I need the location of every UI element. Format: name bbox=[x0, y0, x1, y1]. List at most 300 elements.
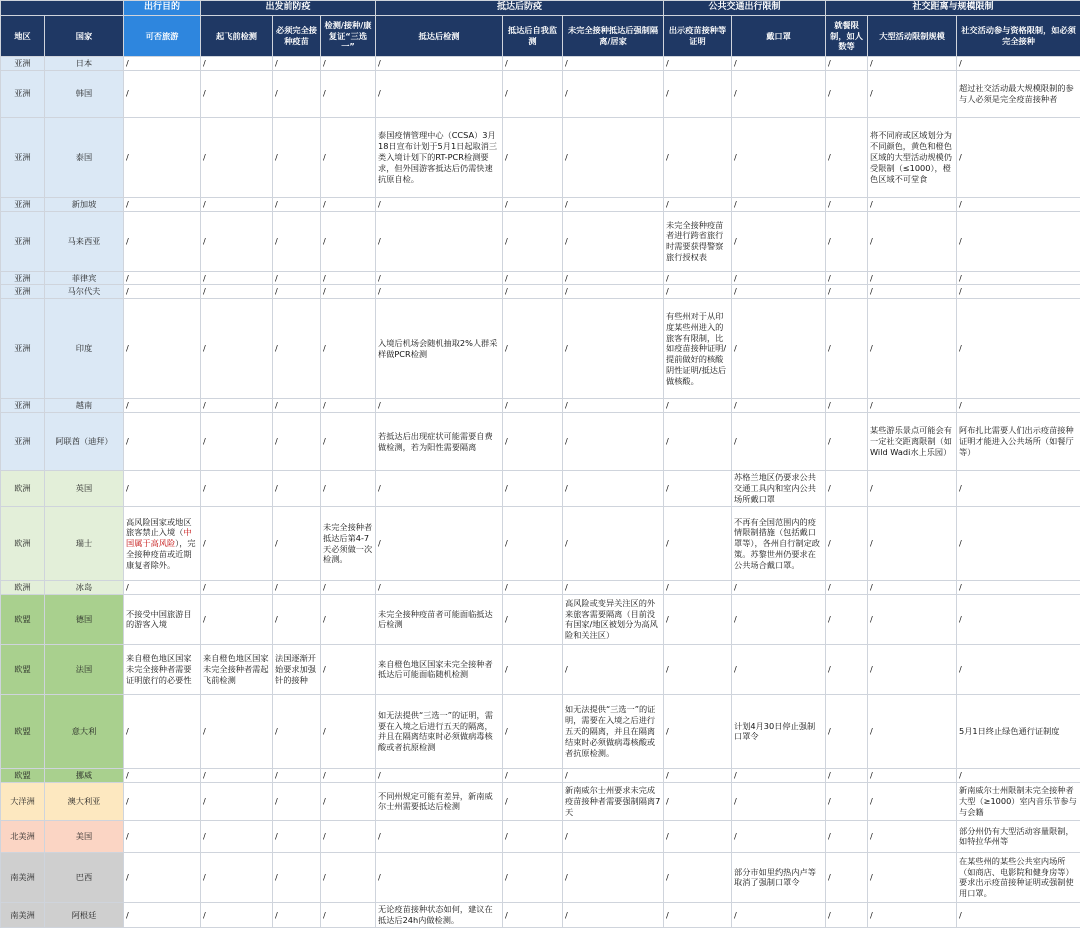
policy-cell: / bbox=[321, 57, 376, 71]
policy-cell: / bbox=[124, 399, 201, 413]
policy-cell: / bbox=[321, 902, 376, 927]
policy-cell: / bbox=[563, 197, 664, 211]
table-row bbox=[1, 594, 1080, 644]
table-row bbox=[1, 852, 1080, 902]
policy-cell: 不同州规定可能有差异，新南威尔士州需要抵达后检测 bbox=[376, 782, 503, 820]
header-group-transport: 公共交通出行限制 bbox=[664, 1, 826, 16]
table-row bbox=[1, 581, 1080, 595]
country-cell: 泰国 bbox=[45, 117, 124, 197]
policy-cell: / bbox=[664, 285, 732, 299]
policy-cell: / bbox=[273, 70, 321, 117]
policy-cell: / bbox=[201, 271, 273, 285]
policy-cell: / bbox=[503, 285, 563, 299]
policy-cell: / bbox=[826, 644, 868, 694]
policy-cell: / bbox=[321, 117, 376, 197]
table-row bbox=[1, 399, 1080, 413]
policy-cell: / bbox=[732, 902, 826, 927]
policy-cell: / bbox=[957, 117, 1080, 197]
policy-cell: / bbox=[563, 581, 664, 595]
col-header-quarantine: 未完全接种抵达后强制隔离/居家 bbox=[563, 16, 664, 57]
policy-cell: / bbox=[321, 399, 376, 413]
policy-cell: / bbox=[957, 902, 1080, 927]
policy-cell: / bbox=[321, 782, 376, 820]
policy-cell: / bbox=[376, 507, 503, 581]
policy-cell: / bbox=[503, 57, 563, 71]
policy-cell: / bbox=[664, 782, 732, 820]
policy-cell: / bbox=[273, 581, 321, 595]
policy-cell: / bbox=[868, 694, 957, 768]
policy-cell: / bbox=[273, 768, 321, 782]
policy-cell: / bbox=[201, 768, 273, 782]
policy-cell: / bbox=[321, 471, 376, 507]
policy-cell: / bbox=[124, 768, 201, 782]
table-row bbox=[1, 471, 1080, 507]
policy-cell: / bbox=[321, 768, 376, 782]
region-cell: 亚洲 bbox=[1, 299, 45, 399]
policy-cell: / bbox=[826, 768, 868, 782]
region-cell: 欧盟 bbox=[1, 644, 45, 694]
col-header-dining: 就餐限制，如人数等 bbox=[826, 16, 868, 57]
table-row bbox=[1, 782, 1080, 820]
policy-cell: / bbox=[201, 117, 273, 197]
policy-cell: / bbox=[868, 70, 957, 117]
policy-cell: / bbox=[868, 299, 957, 399]
table-row bbox=[1, 117, 1080, 197]
policy-cell: / bbox=[957, 197, 1080, 211]
policy-cell: / bbox=[124, 902, 201, 927]
policy-cell: / bbox=[957, 507, 1080, 581]
policy-cell: / bbox=[664, 581, 732, 595]
policy-cell: / bbox=[826, 694, 868, 768]
col-header-full-vaccination: 必须完全接种疫苗 bbox=[273, 16, 321, 57]
policy-cell: / bbox=[124, 299, 201, 399]
policy-cell: / bbox=[563, 507, 664, 581]
policy-cell: / bbox=[826, 820, 868, 852]
policy-cell: / bbox=[957, 299, 1080, 399]
country-cell: 巴西 bbox=[45, 852, 124, 902]
policy-cell: 有些州对于从印度某些州进入的旅客有限制，比如疫苗接种证明/提前做好的核酸阴性证明/抵达后做核酸。 bbox=[664, 299, 732, 399]
policy-cell: / bbox=[273, 285, 321, 299]
policy-cell: / bbox=[124, 581, 201, 595]
policy-cell: / bbox=[826, 507, 868, 581]
policy-cell: / bbox=[664, 117, 732, 197]
region-cell: 北美洲 bbox=[1, 820, 45, 852]
country-cell: 美国 bbox=[45, 820, 124, 852]
policy-cell: / bbox=[201, 902, 273, 927]
policy-cell: / bbox=[868, 471, 957, 507]
policy-cell: / bbox=[503, 594, 563, 644]
policy-cell: / bbox=[124, 197, 201, 211]
policy-cell: / bbox=[321, 211, 376, 271]
policy-cell: / bbox=[503, 413, 563, 471]
policy-cell: / bbox=[503, 852, 563, 902]
policy-cell: / bbox=[868, 285, 957, 299]
policy-cell: / bbox=[563, 271, 664, 285]
policy-cell: / bbox=[201, 471, 273, 507]
policy-cell: / bbox=[664, 902, 732, 927]
table-row bbox=[1, 271, 1080, 285]
policy-cell: 来自橙色地区国家未完全接种者需要证明旅行的必要性 bbox=[124, 644, 201, 694]
country-cell: 印度 bbox=[45, 299, 124, 399]
policy-cell: / bbox=[957, 471, 1080, 507]
col-header-can-travel[interactable]: 可否旅游 bbox=[124, 16, 201, 57]
policy-cell: / bbox=[664, 399, 732, 413]
policy-cell: / bbox=[503, 768, 563, 782]
policy-cell: / bbox=[868, 594, 957, 644]
policy-cell: / bbox=[732, 399, 826, 413]
policy-cell: / bbox=[664, 768, 732, 782]
policy-cell: / bbox=[957, 581, 1080, 595]
country-cell: 马尔代夫 bbox=[45, 285, 124, 299]
table-row bbox=[1, 197, 1080, 211]
region-cell: 大洋洲 bbox=[1, 782, 45, 820]
policy-cell: 来自橙色地区国家未完全接种者抵达后可能面临随机检测 bbox=[376, 644, 503, 694]
table-row bbox=[1, 902, 1080, 927]
policy-cell: / bbox=[957, 57, 1080, 71]
policy-cell: / bbox=[732, 285, 826, 299]
policy-cell: / bbox=[503, 70, 563, 117]
policy-cell: / bbox=[732, 70, 826, 117]
policy-cell: / bbox=[563, 299, 664, 399]
header-group-social-distance: 社交距离与规模限制 bbox=[826, 1, 1080, 16]
policy-cell: / bbox=[957, 768, 1080, 782]
region-cell: 亚洲 bbox=[1, 211, 45, 271]
policy-cell: / bbox=[664, 197, 732, 211]
policy-cell: / bbox=[732, 820, 826, 852]
policy-cell: / bbox=[124, 694, 201, 768]
policy-cell: / bbox=[321, 413, 376, 471]
policy-cell: / bbox=[732, 644, 826, 694]
country-cell: 德国 bbox=[45, 594, 124, 644]
col-header-self-monitor: 抵达后自我监测 bbox=[503, 16, 563, 57]
policy-cell: / bbox=[201, 70, 273, 117]
policy-cell: 未完全接种者抵达后第4-7天必须做一次检测。 bbox=[321, 507, 376, 581]
country-cell: 马来西亚 bbox=[45, 211, 124, 271]
policy-cell: / bbox=[868, 852, 957, 902]
policy-cell: / bbox=[273, 57, 321, 71]
policy-cell: 将不同府或区域划分为不同颜色，黄色和橙色区域的大型活动规模仍受限制（≤1000），橙色区域不可堂食 bbox=[868, 117, 957, 197]
policy-cell: / bbox=[732, 211, 826, 271]
policy-cell: 无论疫苗接种状态如何，建议在抵达后24h内做检测。 bbox=[376, 902, 503, 927]
table-body bbox=[1, 57, 1080, 928]
policy-cell: / bbox=[503, 211, 563, 271]
policy-cell: / bbox=[732, 782, 826, 820]
policy-cell: / bbox=[664, 413, 732, 471]
table-row bbox=[1, 694, 1080, 768]
table-row bbox=[1, 507, 1080, 581]
policy-cell: / bbox=[321, 285, 376, 299]
policy-cell: / bbox=[563, 285, 664, 299]
policy-cell: / bbox=[201, 57, 273, 71]
header-group-row bbox=[1, 1, 1080, 16]
region-cell: 南美洲 bbox=[1, 902, 45, 927]
region-cell: 亚洲 bbox=[1, 57, 45, 71]
region-cell: 亚洲 bbox=[1, 271, 45, 285]
policy-cell: / bbox=[664, 471, 732, 507]
header-group-post-arrival: 抵达后防疫 bbox=[376, 1, 664, 16]
policy-cell: / bbox=[868, 57, 957, 71]
policy-cell: / bbox=[124, 782, 201, 820]
policy-cell: / bbox=[503, 820, 563, 852]
region-cell: 欧盟 bbox=[1, 594, 45, 644]
policy-cell: / bbox=[376, 820, 503, 852]
policy-cell: / bbox=[273, 594, 321, 644]
policy-cell: 法国逐渐开始要求加强针的接种 bbox=[273, 644, 321, 694]
policy-cell: / bbox=[376, 197, 503, 211]
region-cell: 亚洲 bbox=[1, 399, 45, 413]
policy-cell: / bbox=[868, 820, 957, 852]
policy-cell: / bbox=[503, 581, 563, 595]
policy-cell: / bbox=[503, 644, 563, 694]
policy-cell: / bbox=[201, 820, 273, 852]
policy-cell: / bbox=[563, 902, 664, 927]
region-cell: 南美洲 bbox=[1, 852, 45, 902]
region-cell: 亚洲 bbox=[1, 197, 45, 211]
policy-cell: / bbox=[563, 644, 664, 694]
policy-cell: / bbox=[321, 299, 376, 399]
table-row bbox=[1, 285, 1080, 299]
policy-cell: / bbox=[124, 271, 201, 285]
policy-cell: / bbox=[868, 271, 957, 285]
header-column-row bbox=[1, 16, 1080, 57]
region-cell: 亚洲 bbox=[1, 70, 45, 117]
country-cell: 意大利 bbox=[45, 694, 124, 768]
policy-cell: / bbox=[376, 57, 503, 71]
country-cell: 日本 bbox=[45, 57, 124, 71]
policy-cell: 部分州仍有大型活动容量限制，如特拉华州等 bbox=[957, 820, 1080, 852]
policy-cell: 不再有全国范围内的疫情限制措施（包括戴口罩等），各州自行制定政策。苏黎世州仍要求在公共场合戴口罩。 bbox=[732, 507, 826, 581]
policy-cell: / bbox=[826, 413, 868, 471]
table-row bbox=[1, 820, 1080, 852]
high-risk-highlight: 中国属于高风险 bbox=[126, 527, 192, 549]
policy-cell: / bbox=[732, 581, 826, 595]
table-row bbox=[1, 299, 1080, 399]
policy-cell: / bbox=[321, 820, 376, 852]
col-header-social-eligibility: 社交活动参与资格限制，如必须完全接种 bbox=[957, 16, 1080, 57]
policy-cell: / bbox=[826, 594, 868, 644]
policy-cell: / bbox=[124, 117, 201, 197]
region-cell: 亚洲 bbox=[1, 117, 45, 197]
policy-cell: / bbox=[664, 70, 732, 117]
policy-cell: / bbox=[273, 271, 321, 285]
policy-cell: / bbox=[664, 271, 732, 285]
country-cell: 挪威 bbox=[45, 768, 124, 782]
policy-cell: / bbox=[273, 413, 321, 471]
policy-cell: 如无法提供“三选一”的证明，需要在入境之后进行五天的隔离，并且在隔离结束时必须做病毒核酸或者抗原检测 bbox=[376, 694, 503, 768]
region-cell: 欧洲 bbox=[1, 581, 45, 595]
policy-cell: / bbox=[376, 768, 503, 782]
policy-cell: / bbox=[273, 197, 321, 211]
policy-cell: / bbox=[321, 581, 376, 595]
policy-cell: / bbox=[273, 694, 321, 768]
policy-cell: / bbox=[664, 507, 732, 581]
table-row bbox=[1, 413, 1080, 471]
policy-cell: 高风险或变异关注区的外来旅客需要隔离（目前没有国家/地区被划分为高风险和关注区） bbox=[563, 594, 664, 644]
policy-cell: / bbox=[321, 271, 376, 285]
policy-cell: / bbox=[376, 211, 503, 271]
policy-cell: / bbox=[201, 299, 273, 399]
policy-cell: / bbox=[503, 117, 563, 197]
policy-cell: / bbox=[957, 271, 1080, 285]
policy-cell: / bbox=[732, 768, 826, 782]
policy-cell: / bbox=[503, 271, 563, 285]
policy-cell: / bbox=[124, 285, 201, 299]
policy-cell: / bbox=[957, 399, 1080, 413]
policy-cell: / bbox=[201, 399, 273, 413]
col-header-mask: 戴口罩 bbox=[732, 16, 826, 57]
policy-cell: / bbox=[826, 211, 868, 271]
col-header-country: 国家 bbox=[45, 16, 124, 57]
policy-cell: / bbox=[868, 644, 957, 694]
policy-cell: 苏格兰地区仍要求公共交通工具内和室内公共场所戴口罩 bbox=[732, 471, 826, 507]
policy-cell: / bbox=[826, 271, 868, 285]
policy-cell: / bbox=[321, 694, 376, 768]
policy-cell: / bbox=[563, 413, 664, 471]
policy-cell: / bbox=[957, 594, 1080, 644]
policy-cell: 高风险国家或地区旅客禁止入境（中国属于高风险），完全接种疫苗或近期康复者除外。 bbox=[124, 507, 201, 581]
policy-cell: / bbox=[124, 852, 201, 902]
policy-cell: / bbox=[321, 594, 376, 644]
country-cell: 英国 bbox=[45, 471, 124, 507]
policy-cell: / bbox=[664, 57, 732, 71]
policy-cell: 泰国疫情管理中心（CCSA）3月18日宣布计划于5月1日起取消三类入境计划下的RT-PCR检测要求，但外国游客抵达后仍需快速抗原自检。 bbox=[376, 117, 503, 197]
policy-cell: / bbox=[826, 902, 868, 927]
policy-cell: / bbox=[273, 299, 321, 399]
policy-cell: / bbox=[664, 594, 732, 644]
policy-cell: / bbox=[826, 852, 868, 902]
policy-cell: 部分市如里约热内卢等取消了强制口罩令 bbox=[732, 852, 826, 902]
policy-cell: / bbox=[376, 471, 503, 507]
policy-cell: 阿布扎比需要人们出示疫苗接种证明才能进入公共场所（如餐厅等） bbox=[957, 413, 1080, 471]
policy-cell: / bbox=[201, 197, 273, 211]
table-row bbox=[1, 768, 1080, 782]
policy-cell: / bbox=[321, 644, 376, 694]
policy-cell: / bbox=[321, 70, 376, 117]
policy-cell: / bbox=[273, 820, 321, 852]
policy-cell: / bbox=[664, 694, 732, 768]
table-row bbox=[1, 57, 1080, 71]
policy-cell: / bbox=[664, 820, 732, 852]
policy-cell: / bbox=[563, 820, 664, 852]
policy-cell: / bbox=[201, 413, 273, 471]
col-header-pre-flight-test: 起飞前检测 bbox=[201, 16, 273, 57]
policy-cell: / bbox=[376, 399, 503, 413]
policy-cell: 不接受中国旅游目的游客入境 bbox=[124, 594, 201, 644]
policy-cell: / bbox=[826, 471, 868, 507]
policy-cell: / bbox=[124, 471, 201, 507]
country-cell: 菲律宾 bbox=[45, 271, 124, 285]
policy-cell: / bbox=[826, 117, 868, 197]
policy-cell: / bbox=[503, 471, 563, 507]
policy-cell: / bbox=[732, 299, 826, 399]
policy-cell: / bbox=[563, 70, 664, 117]
policy-cell: / bbox=[826, 581, 868, 595]
policy-cell: / bbox=[124, 70, 201, 117]
header-group-travel-purpose: 出行目的 bbox=[124, 1, 201, 16]
policy-cell: / bbox=[563, 117, 664, 197]
col-header-vaccine-proof: 出示疫苗接种等证明 bbox=[664, 16, 732, 57]
policy-cell: / bbox=[124, 211, 201, 271]
policy-cell: / bbox=[273, 117, 321, 197]
policy-cell: / bbox=[273, 902, 321, 927]
policy-cell: / bbox=[376, 70, 503, 117]
policy-cell: / bbox=[826, 57, 868, 71]
policy-cell: 某些游乐景点可能会有一定社交距离限制（如Wild Wadi水上乐园） bbox=[868, 413, 957, 471]
region-cell: 亚洲 bbox=[1, 285, 45, 299]
policy-cell: / bbox=[503, 902, 563, 927]
policy-cell: / bbox=[273, 211, 321, 271]
policy-cell: / bbox=[732, 57, 826, 71]
policy-cell: / bbox=[868, 399, 957, 413]
policy-cell: / bbox=[376, 271, 503, 285]
country-cell: 新加坡 bbox=[45, 197, 124, 211]
policy-cell: / bbox=[826, 197, 868, 211]
policy-cell: / bbox=[273, 782, 321, 820]
country-cell: 法国 bbox=[45, 644, 124, 694]
table-row bbox=[1, 644, 1080, 694]
region-cell: 亚洲 bbox=[1, 413, 45, 471]
policy-cell: / bbox=[563, 399, 664, 413]
policy-cell: 新南威尔士州限制未完全接种者大型（≥1000）室内音乐节参与与会籍 bbox=[957, 782, 1080, 820]
policy-cell: 如无法提供“三选一”的证明，需要在入境之后进行五天的隔离，并且在隔离结束时必须做病毒核酸或者抗原检测。 bbox=[563, 694, 664, 768]
policy-cell: / bbox=[376, 285, 503, 299]
region-cell: 欧盟 bbox=[1, 768, 45, 782]
policy-cell: / bbox=[124, 57, 201, 71]
policy-cell: / bbox=[732, 117, 826, 197]
policy-cell: / bbox=[732, 271, 826, 285]
policy-cell: / bbox=[664, 852, 732, 902]
policy-cell: / bbox=[503, 399, 563, 413]
policy-cell: 超过社交活动最大规模限制的参与人必须是完全疫苗接种者 bbox=[957, 70, 1080, 117]
country-cell: 阿根廷 bbox=[45, 902, 124, 927]
policy-cell: / bbox=[563, 471, 664, 507]
policy-cell: 若抵达后出现症状可能需要自费做检测，若为阳性需要隔离 bbox=[376, 413, 503, 471]
col-header-region: 地区 bbox=[1, 16, 45, 57]
table-row bbox=[1, 211, 1080, 271]
country-cell: 澳大利亚 bbox=[45, 782, 124, 820]
policy-cell: / bbox=[376, 852, 503, 902]
policy-cell: / bbox=[732, 413, 826, 471]
policy-cell: / bbox=[563, 57, 664, 71]
policy-cell: / bbox=[503, 694, 563, 768]
policy-cell: / bbox=[503, 299, 563, 399]
policy-cell: / bbox=[868, 211, 957, 271]
policy-cell: / bbox=[124, 820, 201, 852]
policy-cell: / bbox=[273, 471, 321, 507]
region-cell: 欧洲 bbox=[1, 507, 45, 581]
policy-cell: / bbox=[664, 644, 732, 694]
policy-cell: / bbox=[732, 594, 826, 644]
policy-cell: / bbox=[826, 782, 868, 820]
policy-cell: / bbox=[376, 581, 503, 595]
policy-cell: / bbox=[732, 197, 826, 211]
policy-cell: / bbox=[321, 852, 376, 902]
policy-cell: / bbox=[273, 507, 321, 581]
policy-cell: / bbox=[201, 581, 273, 595]
policy-cell: / bbox=[563, 211, 664, 271]
policy-cell: / bbox=[503, 782, 563, 820]
policy-cell: 新南威尔士州要求未完成疫苗接种者需要强制隔离7天 bbox=[563, 782, 664, 820]
policy-cell: / bbox=[321, 197, 376, 211]
country-cell: 韩国 bbox=[45, 70, 124, 117]
header-group-blank bbox=[1, 1, 124, 16]
policy-cell: / bbox=[273, 852, 321, 902]
country-cell: 越南 bbox=[45, 399, 124, 413]
policy-cell: / bbox=[957, 285, 1080, 299]
policy-cell: / bbox=[826, 285, 868, 299]
policy-cell: / bbox=[868, 768, 957, 782]
col-header-event-size: 大型活动限制规模 bbox=[868, 16, 957, 57]
